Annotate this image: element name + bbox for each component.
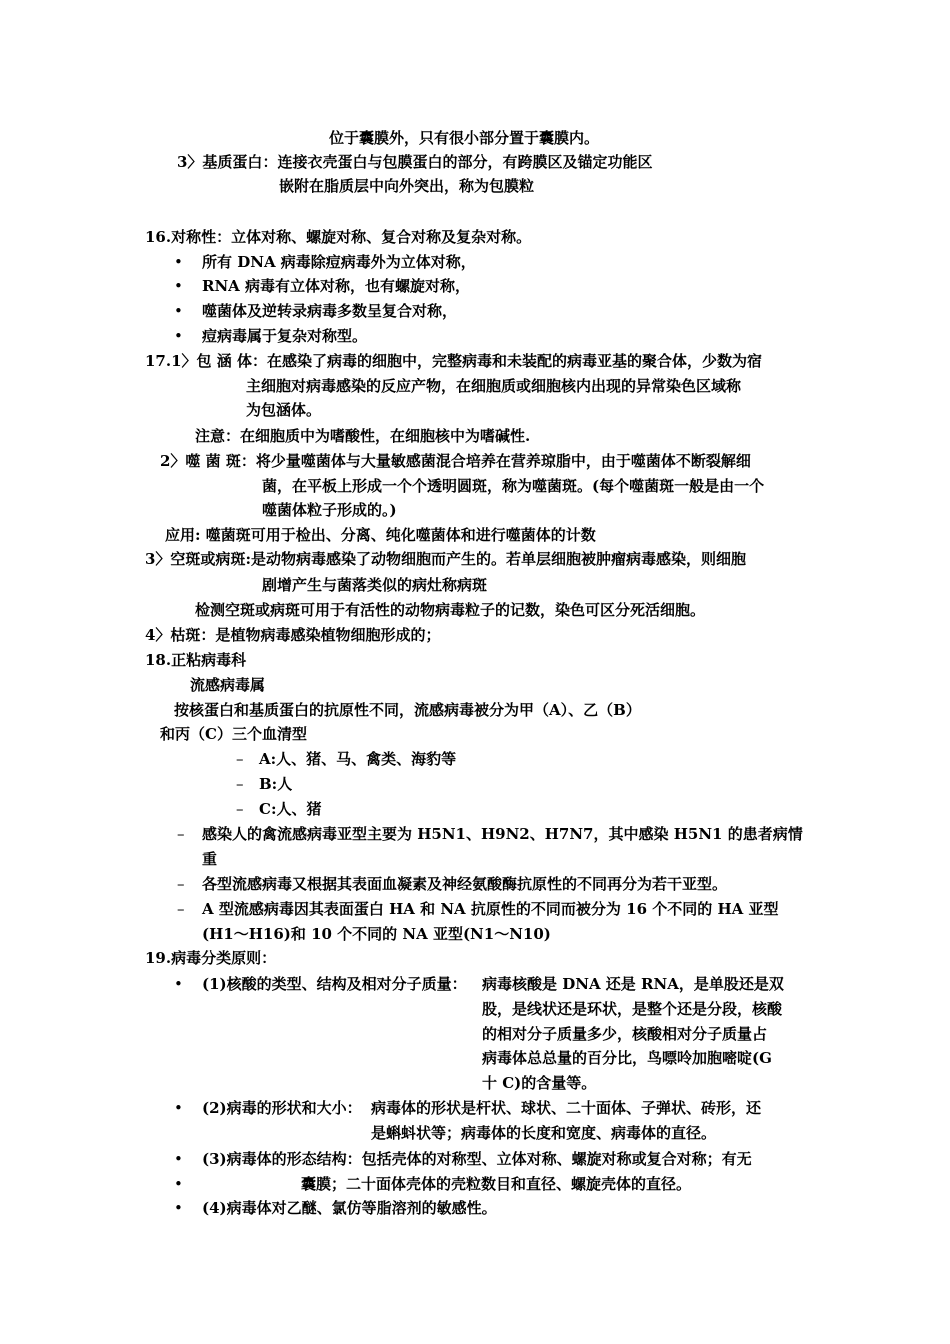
s19-b2-line1: 病毒体的形状是杆状、球状、二十面体、子弹状、砖形，还 xyxy=(371,1099,762,1117)
s17-item2-text1: 将少量噬菌体与大量敏感菌混合培养在营养琼脂中，由于噬菌体不断裂解细 xyxy=(255,452,751,470)
bullet-icon xyxy=(174,277,183,295)
s19-b2-line2: 是蝌蚪状等；病毒体的长度和宽度、病毒体的直径。 xyxy=(371,1124,717,1142)
s19-number: 19. xyxy=(145,949,172,967)
s17-note: 注意：在细胞质中为嗜酸性，在细胞核中为嗜碱性. xyxy=(195,427,531,445)
s16-heading xyxy=(145,228,531,246)
s16-number: 16. xyxy=(145,228,172,246)
dash-icon xyxy=(236,800,244,818)
s17-item1-text1: 在感染了病毒的细胞中，完整病毒和未装配的病毒亚基的聚合体，少数为宿 xyxy=(267,352,763,370)
bullet-icon xyxy=(174,1099,183,1117)
s18-heading xyxy=(145,651,246,669)
bullet-icon xyxy=(174,1150,183,1168)
dash-icon xyxy=(177,900,185,918)
s18-heading-text: 正粘病毒科 xyxy=(171,651,247,669)
s15-item3-text1: 连接衣壳蛋白与包膜蛋白的部分，有跨膜区及锚定功能区 xyxy=(277,153,653,171)
s18-type-a: A:人、猪、马、禽类、海豹等 xyxy=(259,750,457,768)
dash-icon xyxy=(236,750,244,768)
s17-item2-application: 应用: 噬菌斑可用于检出、分离、纯化噬菌体和进行噬菌体的计数 xyxy=(165,526,596,544)
s18-genus: 流感病毒属 xyxy=(190,676,266,694)
s19-b1-label: (1)核酸的类型、结构及相对分子质量： xyxy=(202,975,467,993)
s17-item2-line1 xyxy=(160,452,751,470)
s19-b1-line1: 病毒核酸是 DNA 还是 RNA，是单股还是双 xyxy=(482,975,784,993)
s15-item3-line1 xyxy=(177,153,652,171)
s19-b1-line2: 股，是线状还是环状，是整个还是分段，核酸 xyxy=(482,1000,783,1018)
s15-item3-label: 3〉基质蛋白： xyxy=(177,153,278,171)
s17-item1-label: 1〉包 涵 体： xyxy=(171,352,267,370)
s18-number: 18. xyxy=(145,651,172,669)
s19-b2-label: (2)病毒的形状和大小： xyxy=(202,1099,362,1117)
s17-item2-label: 2〉噬 菌 斑： xyxy=(160,452,256,470)
s17-item1-line3: 为包涵体。 xyxy=(246,401,322,419)
s18-dash3-line1: A 型流感病毒因其表面蛋白 HA 和 NA 抗原性的不同而被分为 16 个不同的 HA 亚型 xyxy=(202,900,779,918)
s18-para1-line1: 按核蛋白和基质蛋白的抗原性不同，流感病毒被分为甲（A）、乙（B） xyxy=(174,701,641,719)
s18-dash1-line1: 感染人的禽流感病毒亚型主要为 H5N1、H9N2、H7N7，其中感染 H5N1 的患者病情 xyxy=(202,825,803,843)
s19-b3-line1: (3)病毒体的形态结构：包括壳体的对称型、立体对称、螺旋对称或复合对称；有无 xyxy=(202,1150,752,1168)
s19-b3-line2: 囊膜；二十面体壳体的壳粒数目和直径、螺旋壳体的直径。 xyxy=(301,1175,692,1193)
bullet-icon xyxy=(174,302,183,320)
bullet-icon xyxy=(174,975,183,993)
s19-b4: (4)病毒体对乙醚、氯仿等脂溶剂的敏感性。 xyxy=(202,1199,497,1217)
s19-b1-line4: 病毒体总总量的百分比，鸟嘌呤加胞嘧啶(G xyxy=(482,1049,772,1067)
s15-continuation-line: 位于囊膜外，只有很小部分置于囊膜内。 xyxy=(329,129,600,147)
s18-dash3-line2: (H1～H16)和 10 个不同的 NA 亚型(N1～N10) xyxy=(202,925,551,943)
bullet-icon xyxy=(174,1175,183,1193)
s16-bullet-2: RNA 病毒有立体对称，也有螺旋对称， xyxy=(202,277,471,295)
s18-dash2: 各型流感病毒又根据其表面血凝素及神经氨酸酶抗原性的不同再分为若干亚型。 xyxy=(202,875,728,893)
s17-item4: 4〉枯斑：是植物病毒感染植物细胞形成的； xyxy=(145,626,441,644)
dash-icon xyxy=(177,825,185,843)
s16-bullet-3: 噬菌体及逆转录病毒多数呈复合对称， xyxy=(202,302,458,320)
s17-item3-line2: 剧增产生与菌落类似的病灶称病斑 xyxy=(262,576,488,594)
s17-item1-line1 xyxy=(145,352,762,370)
bullet-icon xyxy=(174,1199,183,1217)
s18-type-b: B:人 xyxy=(259,775,293,793)
s19-b1-line3: 的相对分子质量多少，核酸相对分子质量占 xyxy=(482,1025,768,1043)
s18-para1-line2: 和丙（C）三个血清型 xyxy=(160,725,307,743)
s15-item3-line2: 嵌附在脂质层中向外突出，称为包膜粒 xyxy=(279,177,535,195)
s18-dash1-line2: 重 xyxy=(202,850,218,868)
bullet-icon xyxy=(174,253,183,271)
s19-heading xyxy=(145,949,276,967)
s16-heading-text: 对称性：立体对称、螺旋对称、复合对称及复杂对称。 xyxy=(171,228,532,246)
s17-item2-line3: 噬菌体粒子形成的。) xyxy=(262,501,397,519)
dash-icon xyxy=(236,775,244,793)
dash-icon xyxy=(177,875,185,893)
s19-heading-text: 病毒分类原则： xyxy=(171,949,277,967)
s17-item1-line2: 主细胞对病毒感染的反应产物，在细胞质或细胞核内出现的异常染色区域称 xyxy=(246,377,742,395)
s17-number: 17. xyxy=(145,352,172,370)
bullet-icon xyxy=(174,327,183,345)
s19-b1-line5: 十 C)的含量等。 xyxy=(482,1074,597,1092)
s18-type-c: C:人、猪 xyxy=(259,800,322,818)
s17-item2-line2: 菌，在平板上形成一个个透明圆斑，称为噬菌斑。(每个噬菌斑一般是由一个 xyxy=(262,477,765,495)
s16-bullet-4: 痘病毒属于复杂对称型。 xyxy=(202,327,368,345)
s17-item3-line3: 检测空斑或病斑可用于有活性的动物病毒粒子的记数，染色可区分死活细胞。 xyxy=(195,601,706,619)
s17-item3-line1: 3〉空斑或病斑:是动物病毒感染了动物细胞而产生的。若单层细胞被肿瘤病毒感染，则细胞 xyxy=(145,550,746,568)
s16-bullet-1: 所有 DNA 病毒除痘病毒外为立体对称， xyxy=(202,253,476,271)
